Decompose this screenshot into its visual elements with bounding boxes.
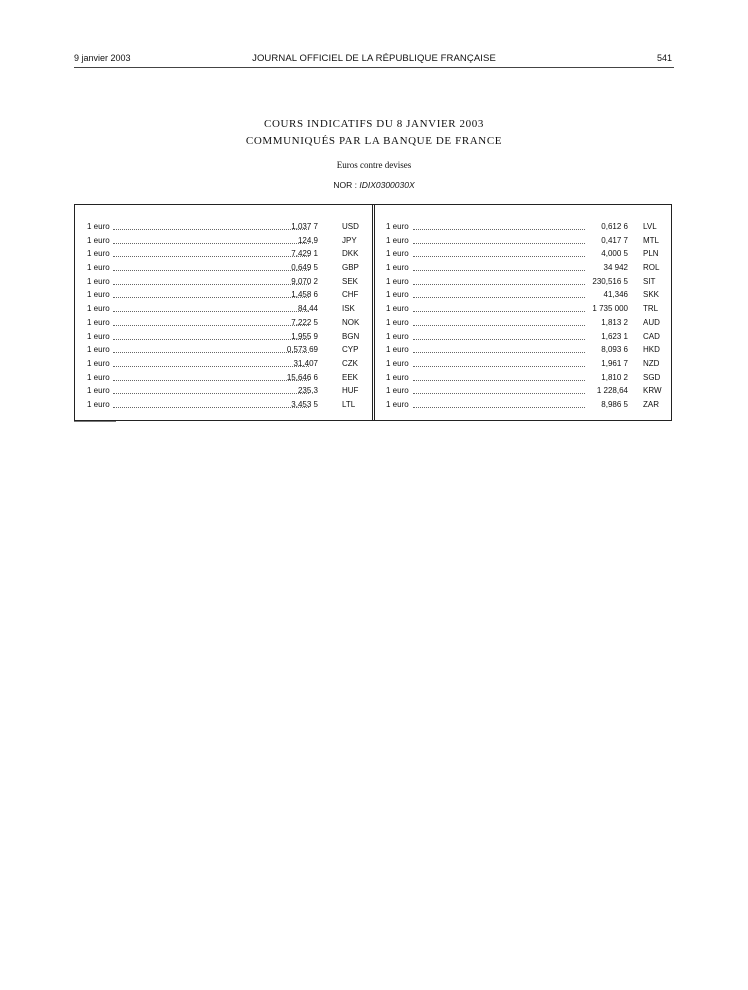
currency-code: JPY <box>342 235 357 245</box>
rate-label: 1 euro <box>386 386 409 396</box>
leader-dots <box>413 270 585 271</box>
currency-code: SEK <box>342 276 359 286</box>
leader-dots <box>413 297 585 298</box>
nor-reference <box>74 180 674 190</box>
leader-dots <box>113 366 309 367</box>
currency-code: ISK <box>342 304 355 314</box>
leader-dots <box>113 284 309 285</box>
table-row <box>386 261 668 275</box>
rate-value: 1,955 9 <box>291 331 318 341</box>
document-title-line2: COMMUNIQUÉS PAR LA BANQUE DE FRANCE <box>245 135 503 147</box>
table-row <box>87 220 369 234</box>
rate-label: 1 euro <box>87 235 110 245</box>
rates-column-left <box>87 220 369 412</box>
rate-label: 1 euro <box>386 290 409 300</box>
table-row <box>87 384 369 398</box>
currency-code: ROL <box>643 263 660 273</box>
table-row <box>87 275 369 289</box>
leader-dots <box>113 407 309 408</box>
leader-dots <box>413 325 585 326</box>
nor-code: IDIX0300030X <box>359 180 415 190</box>
currency-code: KRW <box>643 386 662 396</box>
leader-dots <box>113 270 309 271</box>
rate-label: 1 euro <box>386 399 409 409</box>
rate-label: 1 euro <box>386 249 409 259</box>
currency-code: DKK <box>342 249 359 259</box>
rate-value: 0,612 6 <box>601 222 628 231</box>
table-row <box>386 275 668 289</box>
rate-value: 0,649 5 <box>291 263 318 273</box>
rate-label: 1 euro <box>386 372 409 382</box>
document-subtitle: Euros contre devises <box>336 160 412 170</box>
currency-code: SGD <box>643 372 661 382</box>
table-row <box>386 343 668 357</box>
leader-dots <box>113 256 309 257</box>
rate-label: 1 euro <box>87 331 110 341</box>
currency-code: HKD <box>643 345 660 355</box>
currency-code: LVL <box>643 222 657 231</box>
rate-value: 9,070 2 <box>291 276 318 286</box>
leader-dots <box>113 352 309 353</box>
leader-dots <box>113 380 309 381</box>
rate-label: 1 euro <box>87 304 110 314</box>
rate-value: 235,3 <box>297 386 318 396</box>
currency-code: AUD <box>643 317 660 327</box>
table-row <box>87 302 369 316</box>
page-number: 541 <box>656 53 672 63</box>
leader-dots <box>413 380 585 381</box>
journal-title: JOURNAL OFFICIEL DE LA RÉPUBLIQUE FRANÇAISE <box>252 53 496 64</box>
rate-value: 8,986 5 <box>601 399 628 409</box>
rate-label: 1 euro <box>386 345 409 355</box>
rate-value: 0,417 7 <box>601 235 628 245</box>
currency-code: CAD <box>643 331 660 341</box>
table-row <box>386 398 668 412</box>
table-row <box>87 316 369 330</box>
rate-label: 1 euro <box>386 331 409 341</box>
leader-dots <box>413 284 585 285</box>
rate-value: 15,646 6 <box>286 372 318 382</box>
rate-label: 1 euro <box>386 317 409 327</box>
table-row <box>87 247 369 261</box>
rate-label: 1 euro <box>87 399 110 409</box>
currency-code: BGN <box>342 331 360 341</box>
rate-label: 1 euro <box>87 222 110 231</box>
rate-value: 1,961 7 <box>601 358 628 368</box>
rate-label: 1 euro <box>386 276 409 286</box>
leader-dots <box>113 297 309 298</box>
table-row <box>87 371 369 385</box>
rate-value: 1,037 7 <box>291 222 318 231</box>
currency-code: HUF <box>342 386 359 396</box>
rate-label: 1 euro <box>87 290 110 300</box>
table-row <box>87 234 369 248</box>
rate-label: 1 euro <box>386 263 409 273</box>
rate-label: 1 euro <box>386 235 409 245</box>
rate-label: 1 euro <box>87 358 110 368</box>
rate-value: 4,000 5 <box>601 249 628 259</box>
rate-value: 1 735 000 <box>592 304 628 314</box>
currency-code: LTL <box>342 399 356 409</box>
table-row <box>386 384 668 398</box>
table-row <box>87 330 369 344</box>
header-rule <box>74 67 674 68</box>
currency-code: ZAR <box>643 399 659 409</box>
leader-dots <box>113 339 309 340</box>
leader-dots <box>413 339 585 340</box>
rate-value: 31,407 <box>293 358 318 368</box>
rate-value: 1 228,64 <box>596 386 628 396</box>
rate-label: 1 euro <box>87 317 110 327</box>
header-date: 9 janvier 2003 <box>74 53 131 63</box>
leader-dots <box>413 407 585 408</box>
table-row <box>87 261 369 275</box>
rate-value: 84,44 <box>297 304 318 314</box>
table-row <box>386 220 668 234</box>
rate-value: 0,573 69 <box>286 345 318 355</box>
rate-label: 1 euro <box>87 372 110 382</box>
currency-code: PLN <box>643 249 659 259</box>
rate-value: 1,623 1 <box>601 331 628 341</box>
page-header <box>74 52 674 66</box>
table-bottom-tick <box>74 421 116 422</box>
table-row <box>386 234 668 248</box>
table-row <box>386 247 668 261</box>
rate-value: 34 942 <box>603 263 628 273</box>
rate-label: 1 euro <box>87 263 110 273</box>
currency-code: USD <box>342 222 359 231</box>
leader-dots <box>413 366 585 367</box>
currency-code: SKK <box>643 290 660 300</box>
rate-value: 230,516 5 <box>592 276 628 286</box>
rate-value: 1,810 2 <box>601 372 628 382</box>
rate-label: 1 euro <box>386 222 409 231</box>
rate-label: 1 euro <box>87 249 110 259</box>
currency-code: CZK <box>342 358 358 368</box>
currency-code: CHF <box>342 290 359 300</box>
rates-column-right <box>386 220 668 412</box>
table-row <box>386 371 668 385</box>
rate-value: 3,453 5 <box>291 399 318 409</box>
table-row <box>87 343 369 357</box>
leader-dots <box>413 311 585 312</box>
document-title-line1: COURS INDICATIFS DU 8 JANVIER 2003 <box>264 118 484 130</box>
leader-dots <box>113 393 309 394</box>
rate-value: 1,458 6 <box>291 290 318 300</box>
currency-code: NZD <box>643 358 660 368</box>
currency-code: EEK <box>342 372 359 382</box>
table-row <box>386 330 668 344</box>
leader-dots <box>113 325 309 326</box>
rate-value: 8,093 6 <box>601 345 628 355</box>
leader-dots <box>113 229 309 230</box>
table-row <box>386 302 668 316</box>
rate-value: 41,346 <box>603 290 628 300</box>
currency-code: TRL <box>643 304 659 314</box>
table-row <box>87 288 369 302</box>
currency-code: MTL <box>643 235 659 245</box>
rate-label: 1 euro <box>386 304 409 314</box>
leader-dots <box>113 311 309 312</box>
rate-value: 7,222 5 <box>291 317 318 327</box>
leader-dots <box>113 243 309 244</box>
currency-code: NOK <box>342 317 360 327</box>
currency-code: CYP <box>342 345 359 355</box>
leader-dots <box>413 229 585 230</box>
rate-label: 1 euro <box>87 386 110 396</box>
rate-value: 124,9 <box>297 235 318 245</box>
rate-label: 1 euro <box>87 345 110 355</box>
nor-label: NOR : <box>333 180 357 190</box>
table-row <box>386 357 668 371</box>
rate-label: 1 euro <box>386 358 409 368</box>
table-row <box>87 398 369 412</box>
currency-code: SIT <box>643 276 656 286</box>
rate-label: 1 euro <box>87 276 110 286</box>
table-column-divider <box>372 204 375 421</box>
table-row <box>386 288 668 302</box>
rate-value: 1,813 2 <box>601 317 628 327</box>
table-row <box>386 316 668 330</box>
rate-value: 7,429 1 <box>291 249 318 259</box>
leader-dots <box>413 256 585 257</box>
leader-dots <box>413 352 585 353</box>
leader-dots <box>413 393 585 394</box>
currency-code: GBP <box>342 263 359 273</box>
table-row <box>87 357 369 371</box>
leader-dots <box>413 243 585 244</box>
